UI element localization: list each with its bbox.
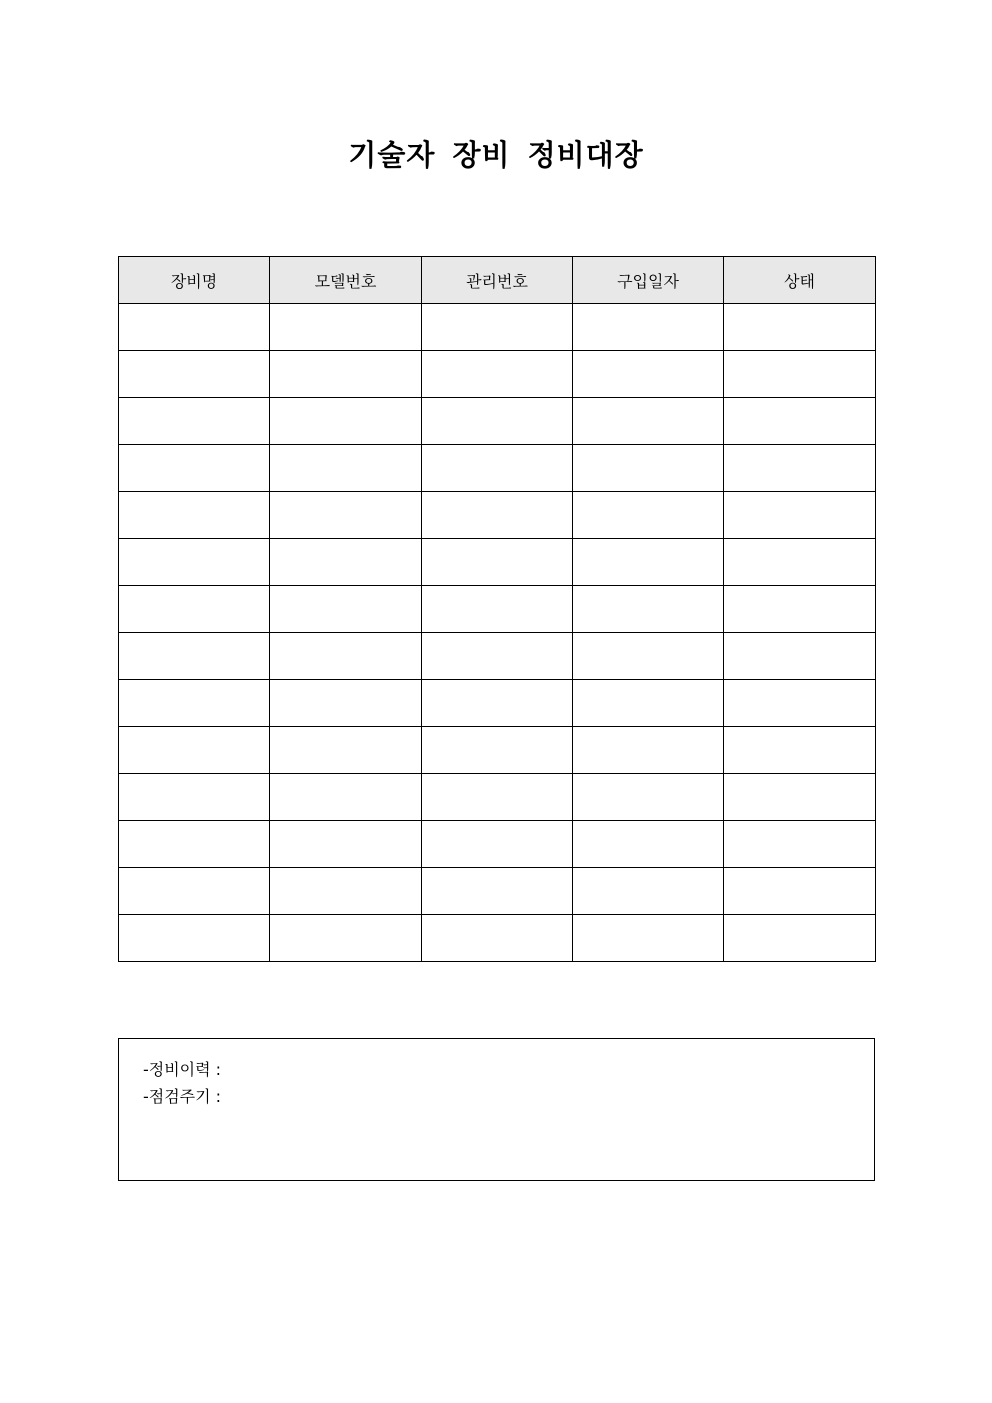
table-cell-purchase-date[interactable]	[573, 868, 724, 915]
table-row	[119, 445, 876, 492]
table-cell-equipment-name[interactable]	[119, 915, 270, 962]
table-row	[119, 727, 876, 774]
table-cell-model-number[interactable]	[270, 774, 422, 821]
table-row	[119, 680, 876, 727]
table-row	[119, 821, 876, 868]
table-cell-management-number[interactable]	[422, 774, 573, 821]
maintenance-history-label: -정비이력 :	[143, 1060, 222, 1079]
table-cell-management-number[interactable]	[422, 398, 573, 445]
table-body	[119, 304, 876, 962]
table-cell-model-number[interactable]	[270, 539, 422, 586]
table-header-row	[119, 257, 876, 304]
table-cell-management-number[interactable]	[422, 304, 573, 351]
table-cell-status[interactable]	[724, 586, 876, 633]
table-cell-model-number[interactable]	[270, 351, 422, 398]
table-cell-purchase-date[interactable]	[573, 351, 724, 398]
table-row	[119, 539, 876, 586]
table-cell-status[interactable]	[724, 304, 876, 351]
table-cell-equipment-name[interactable]	[119, 586, 270, 633]
table-cell-purchase-date[interactable]	[573, 633, 724, 680]
table-cell-management-number[interactable]	[422, 492, 573, 539]
table-cell-management-number[interactable]	[422, 351, 573, 398]
table-cell-purchase-date[interactable]	[573, 680, 724, 727]
table-cell-management-number[interactable]	[422, 680, 573, 727]
table-cell-model-number[interactable]	[270, 821, 422, 868]
table-cell-status[interactable]	[724, 539, 876, 586]
table-row	[119, 304, 876, 351]
table-cell-model-number[interactable]	[270, 868, 422, 915]
table-cell-purchase-date[interactable]	[573, 492, 724, 539]
table-row	[119, 492, 876, 539]
column-header-equipment-name: 장비명	[119, 257, 270, 304]
table-cell-model-number[interactable]	[270, 398, 422, 445]
table-cell-status[interactable]	[724, 868, 876, 915]
table-cell-model-number[interactable]	[270, 680, 422, 727]
table-cell-management-number[interactable]	[422, 539, 573, 586]
table-cell-equipment-name[interactable]	[119, 821, 270, 868]
table-cell-purchase-date[interactable]	[573, 774, 724, 821]
table-cell-purchase-date[interactable]	[573, 304, 724, 351]
table-cell-status[interactable]	[724, 727, 876, 774]
column-header-purchase-date: 구입일자	[573, 257, 724, 304]
table-cell-equipment-name[interactable]	[119, 774, 270, 821]
table-cell-equipment-name[interactable]	[119, 492, 270, 539]
table-row	[119, 586, 876, 633]
table-row	[119, 915, 876, 962]
inspection-cycle-label: -점검주기 :	[143, 1087, 222, 1106]
table-cell-purchase-date[interactable]	[573, 586, 724, 633]
table-cell-management-number[interactable]	[422, 727, 573, 774]
table-cell-model-number[interactable]	[270, 727, 422, 774]
column-header-management-number: 관리번호	[422, 257, 573, 304]
table-cell-purchase-date[interactable]	[573, 539, 724, 586]
table-row	[119, 633, 876, 680]
table-cell-equipment-name[interactable]	[119, 680, 270, 727]
table-cell-model-number[interactable]	[270, 304, 422, 351]
notes-box	[118, 1038, 875, 1181]
table-cell-purchase-date[interactable]	[573, 398, 724, 445]
table-cell-purchase-date[interactable]	[573, 727, 724, 774]
column-header-status: 상태	[724, 257, 876, 304]
equipment-ledger-table	[118, 256, 876, 962]
table-cell-model-number[interactable]	[270, 445, 422, 492]
table-cell-equipment-name[interactable]	[119, 445, 270, 492]
table-cell-equipment-name[interactable]	[119, 304, 270, 351]
table-cell-status[interactable]	[724, 398, 876, 445]
table-cell-purchase-date[interactable]	[573, 821, 724, 868]
table-cell-purchase-date[interactable]	[573, 445, 724, 492]
table-cell-status[interactable]	[724, 445, 876, 492]
table-cell-status[interactable]	[724, 821, 876, 868]
table-row	[119, 868, 876, 915]
table-cell-management-number[interactable]	[422, 915, 573, 962]
table-cell-equipment-name[interactable]	[119, 398, 270, 445]
table-cell-management-number[interactable]	[422, 868, 573, 915]
table-cell-status[interactable]	[724, 915, 876, 962]
table-cell-status[interactable]	[724, 633, 876, 680]
table-row	[119, 351, 876, 398]
table-cell-model-number[interactable]	[270, 633, 422, 680]
table-cell-management-number[interactable]	[422, 821, 573, 868]
column-header-model-number: 모델번호	[270, 257, 422, 304]
table-cell-status[interactable]	[724, 774, 876, 821]
table-cell-model-number[interactable]	[270, 915, 422, 962]
table-cell-equipment-name[interactable]	[119, 868, 270, 915]
table-cell-model-number[interactable]	[270, 492, 422, 539]
table-cell-management-number[interactable]	[422, 633, 573, 680]
table-cell-management-number[interactable]	[422, 445, 573, 492]
table-cell-equipment-name[interactable]	[119, 633, 270, 680]
table-cell-equipment-name[interactable]	[119, 539, 270, 586]
table-cell-management-number[interactable]	[422, 586, 573, 633]
table-cell-equipment-name[interactable]	[119, 351, 270, 398]
table-row	[119, 774, 876, 821]
table-cell-status[interactable]	[724, 680, 876, 727]
table-cell-purchase-date[interactable]	[573, 915, 724, 962]
table-cell-status[interactable]	[724, 351, 876, 398]
table-cell-status[interactable]	[724, 492, 876, 539]
table-cell-model-number[interactable]	[270, 586, 422, 633]
table-cell-equipment-name[interactable]	[119, 727, 270, 774]
document-title: 기술자 장비 정비대장	[348, 138, 644, 172]
table-row	[119, 398, 876, 445]
